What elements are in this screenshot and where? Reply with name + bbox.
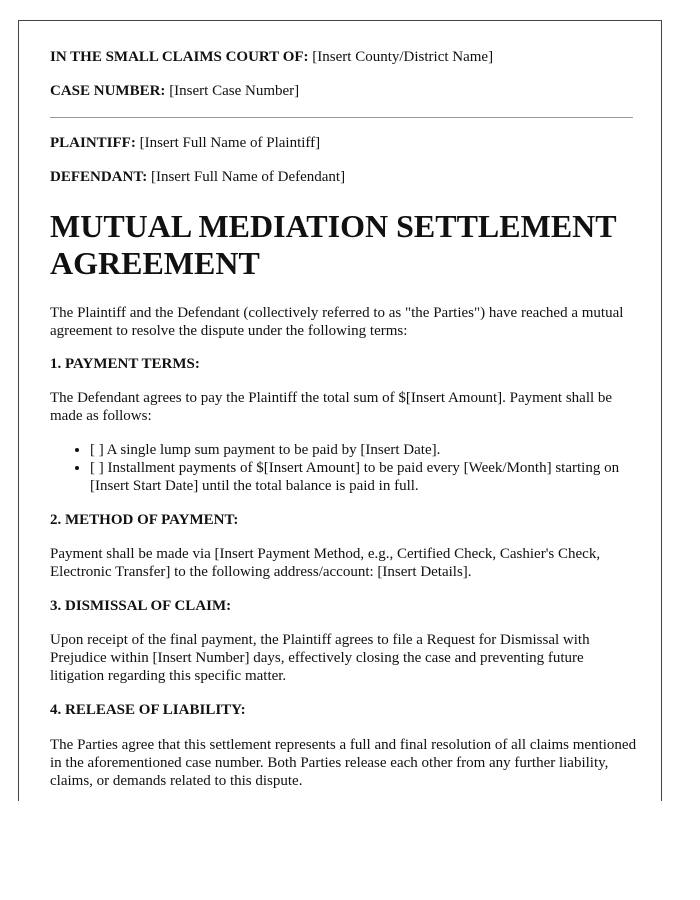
section-heading: 2. METHOD OF PAYMENT: bbox=[50, 512, 239, 528]
case-number-line bbox=[50, 82, 640, 100]
defendant-label: DEFENDANT: bbox=[50, 169, 148, 185]
court-value: [Insert County/District Name] bbox=[312, 49, 494, 65]
section-heading: 4. RELEASE OF LIABILITY: bbox=[50, 702, 246, 718]
intro-paragraph: The Plaintiff and the Defendant (collectively referred to as "the Parties") have reached a mutual agreement to resolve the dispute under the following terms: bbox=[50, 305, 624, 339]
plaintiff-label: PLAINTIFF: bbox=[50, 135, 136, 151]
document-title: MUTUAL MEDIATION SETTLEMENT AGREEMENT bbox=[50, 208, 617, 281]
section-text: The Parties agree that this settlement represents a full and final resolution of all claims mentioned in the aforementioned case number. Both Parties release each other from any further liability, claims, or demands related to this dispute. bbox=[50, 737, 637, 789]
case-label: CASE NUMBER: bbox=[50, 83, 166, 99]
case-value: [Insert Case Number] bbox=[169, 83, 300, 99]
payment-options-list bbox=[50, 441, 640, 495]
defendant-value: [Insert Full Name of Defendant] bbox=[150, 169, 346, 185]
court-label: IN THE SMALL CLAIMS COURT OF: bbox=[50, 49, 309, 65]
section-text: Payment shall be made via [Insert Payment Method, e.g., Certified Check, Cashier's Check, Electronic Transfer] to the following address/account: [Insert Details]. bbox=[50, 546, 601, 580]
list-item: • [ ] Installment payments of $[Insert Amount] to be paid every [Week/Month] starting on [Insert Start Date] until the total balance is paid in full. bbox=[90, 459, 640, 495]
divider bbox=[50, 117, 633, 118]
plaintiff-line bbox=[50, 134, 640, 152]
court-line bbox=[50, 48, 640, 66]
section-heading: 1. PAYMENT TERMS: bbox=[50, 356, 200, 372]
section-text: Upon receipt of the final payment, the Plaintiff agrees to file a Request for Dismissal with Prejudice within [Insert Number] days, effectively closing the case and preventing future litigation regarding this specific matter. bbox=[50, 632, 590, 684]
section-heading: 3. DISMISSAL OF CLAIM: bbox=[50, 598, 232, 614]
plaintiff-value: [Insert Full Name of Plaintiff] bbox=[139, 135, 321, 151]
section-text: The Defendant agrees to pay the Plaintiff the total sum of $[Insert Amount]. Payment shall be made as follows: bbox=[50, 390, 613, 424]
list-item: • [ ] A single lump sum payment to be paid by [Insert Date]. bbox=[90, 441, 640, 459]
defendant-line bbox=[50, 168, 640, 186]
